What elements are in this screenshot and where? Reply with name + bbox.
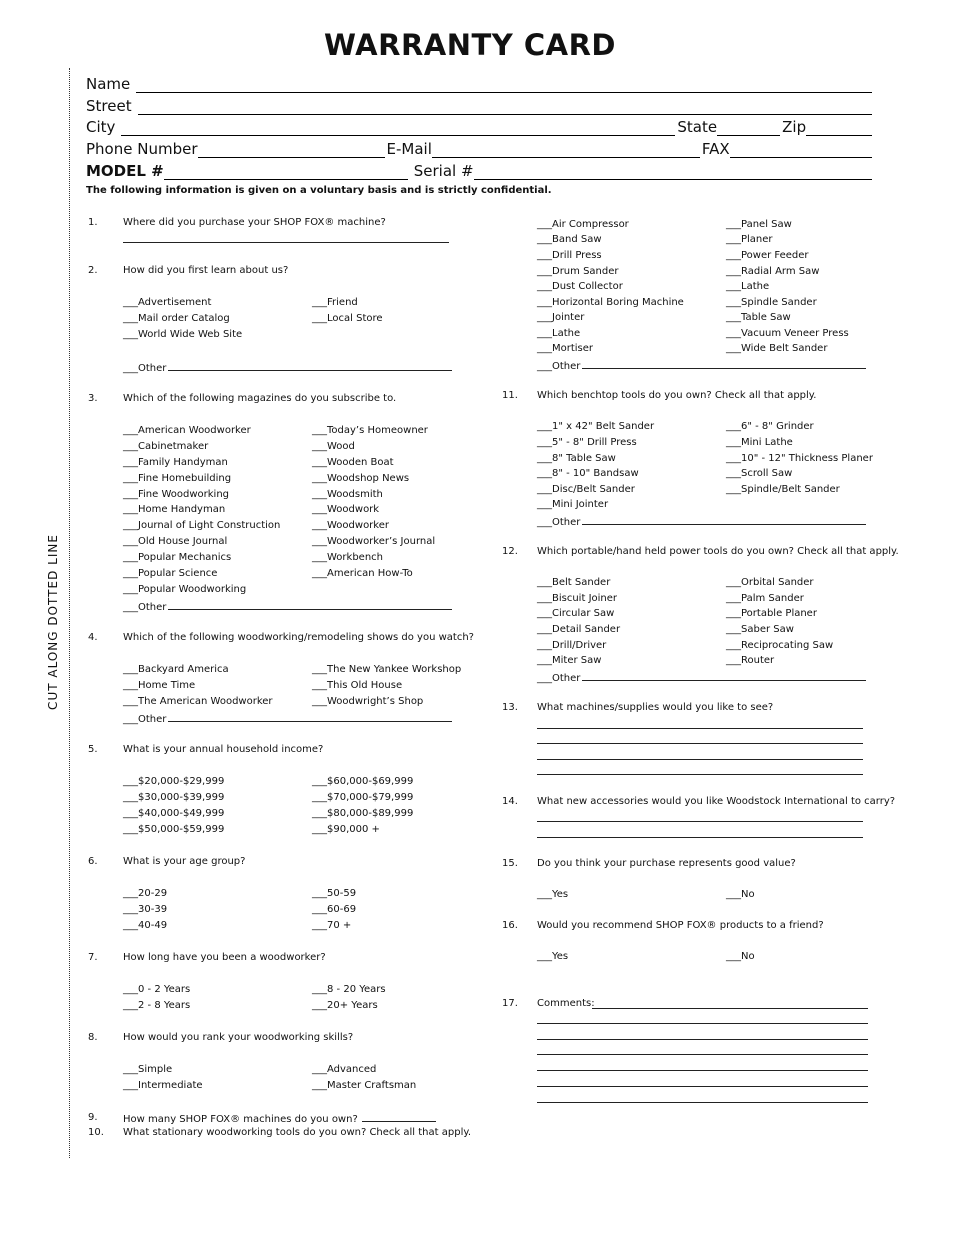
q5-option[interactable]: ___ $20,000-$29,999	[123, 776, 224, 787]
q11-option[interactable]: ___ 1" x 42" Belt Sander	[537, 421, 654, 432]
q12-option[interactable]: ___ Biscuit Joiner	[537, 593, 617, 604]
q2-option[interactable]: ___ Advertisement	[123, 297, 211, 308]
street-label: Street	[86, 97, 132, 115]
phone-label: Phone Number	[86, 140, 198, 158]
q3-other-line[interactable]	[168, 600, 452, 610]
q17-number: 17.	[502, 998, 518, 1009]
q13-text: What machines/supplies would you like to see?	[537, 702, 774, 713]
q2-option[interactable]: ___ Friend	[312, 297, 358, 308]
q12-other-label: Other	[552, 673, 581, 684]
q8-text: How would you rank your woodworking skills?	[123, 1032, 354, 1043]
q16-yes-option[interactable]: ___ Yes	[537, 951, 568, 962]
q3-option[interactable]: ___ Cabinetmaker	[123, 441, 208, 452]
q10-option[interactable]: ___ Drill Press	[537, 250, 602, 261]
q13-answer-line[interactable]	[537, 743, 863, 744]
q6-option[interactable]: ___ 30-39	[123, 904, 167, 915]
q10-option[interactable]: ___ Dust Collector	[537, 281, 623, 292]
q17-text: Comments:	[537, 998, 595, 1009]
q10-option[interactable]: ___ Lathe	[537, 328, 580, 339]
q15-number: 15.	[502, 858, 518, 869]
q17-answer-line[interactable]	[537, 1023, 868, 1024]
q3-option[interactable]: ___ Woodworker’s Journal	[312, 536, 435, 547]
serial-label: Serial #	[413, 162, 474, 180]
q3-option[interactable]: ___ Workbench	[312, 552, 383, 563]
q12-other-line[interactable]	[582, 671, 866, 681]
q4-other-line[interactable]	[168, 712, 452, 722]
q17-answer-line[interactable]	[537, 1102, 868, 1103]
q12-option[interactable]: ___ Belt Sander	[537, 577, 610, 588]
q4-option[interactable]: ___ The New Yankee Workshop	[312, 664, 461, 675]
q10-other[interactable]	[537, 359, 866, 372]
city-label: City	[86, 118, 116, 136]
email-input[interactable]	[432, 142, 700, 158]
q3-option[interactable]: ___ Today’s Homeowner	[312, 425, 428, 436]
q3-option[interactable]: ___ Woodsmith	[312, 489, 383, 500]
q11-option[interactable]: ___ 8" Table Saw	[537, 453, 616, 464]
q12-option[interactable]: ___ Router	[726, 655, 774, 666]
q4-other-label: Other	[138, 714, 167, 725]
q3-option[interactable]: ___ Fine Woodworking	[123, 489, 229, 500]
q9-answer-line[interactable]	[362, 1112, 436, 1122]
q12-other[interactable]	[537, 671, 866, 684]
q2-option[interactable]: ___ Local Store	[312, 313, 383, 324]
q13-answer-line[interactable]	[537, 728, 863, 729]
q15-yes-option[interactable]: ___ Yes	[537, 889, 568, 900]
q2-other-line[interactable]	[168, 361, 452, 371]
q12-option[interactable]: ___ Orbital Sander	[726, 577, 814, 588]
q3-option[interactable]: ___ American How-To	[312, 568, 413, 579]
page-title: WARRANTY CARD	[323, 28, 616, 62]
q13-answer-line[interactable]	[537, 759, 863, 760]
q2-number: 2.	[88, 265, 98, 276]
q11-other-line[interactable]	[582, 515, 866, 525]
q4-text: Which of the following woodworking/remodeling shows do you watch?	[123, 632, 474, 643]
q7-option[interactable]: ___ 0 - 2 Years	[123, 984, 190, 995]
name-label: Name	[86, 75, 131, 93]
fax-input[interactable]	[730, 142, 872, 158]
q16-no-option[interactable]: ___ No	[726, 951, 755, 962]
q10-option[interactable]: ___ Vacuum Veneer Press	[726, 328, 849, 339]
q4-number: 4.	[88, 632, 98, 643]
q4-option[interactable]: ___ Home Time	[123, 680, 195, 691]
q9-number: 9.	[88, 1112, 98, 1123]
cut-dotted-line	[69, 68, 70, 1158]
q5-option[interactable]: ___ $50,000-$59,999	[123, 824, 224, 835]
q12-number: 12.	[502, 546, 518, 557]
q10-option[interactable]: ___ Panel Saw	[726, 219, 792, 230]
q1-number: 1.	[88, 217, 98, 228]
q3-option[interactable]: ___ Family Handyman	[123, 457, 228, 468]
q11-option[interactable]: ___ Spindle/Belt Sander	[726, 484, 840, 495]
q12-option[interactable]: ___ Portable Planer	[726, 608, 817, 619]
q3-option[interactable]: ___ Fine Homebuilding	[123, 473, 231, 484]
q6-option[interactable]: ___ 60-69	[312, 904, 356, 915]
street-input[interactable]	[138, 99, 872, 115]
q12-option[interactable]: ___ Miter Saw	[537, 655, 601, 666]
cut-instruction: CUT ALONG DOTTED LINE	[46, 534, 60, 710]
email-label: E-Mail	[386, 140, 432, 158]
q11-option[interactable]: ___ Disc/Belt Sander	[537, 484, 635, 495]
q14-answer-line[interactable]	[537, 837, 863, 838]
q3-option[interactable]: ___ American Woodworker	[123, 425, 251, 436]
q11-other-label: Other	[552, 517, 581, 528]
q2-other[interactable]	[123, 361, 452, 374]
q1-answer-line[interactable]	[123, 242, 449, 243]
q5-option[interactable]: ___ $90,000 +	[312, 824, 380, 835]
q3-other-label: Other	[138, 602, 167, 613]
q10-option[interactable]: ___ Planer	[726, 234, 773, 245]
q8-option[interactable]: ___ Intermediate	[123, 1080, 203, 1091]
name-field-row	[86, 71, 872, 93]
q3-option[interactable]: ___ Wooden Boat	[312, 457, 394, 468]
q3-option[interactable]: ___ Wood	[312, 441, 355, 452]
q3-option[interactable]: ___ Popular Science	[123, 568, 217, 579]
q3-option[interactable]: ___ Popular Mechanics	[123, 552, 231, 563]
q11-option[interactable]: ___ 5" - 8" Drill Press	[537, 437, 637, 448]
q8-option[interactable]: ___ Advanced	[312, 1064, 376, 1075]
q7-text: How long have you been a woodworker?	[123, 952, 326, 963]
fax-label: FAX	[701, 140, 730, 158]
q12-option[interactable]: ___ Circular Saw	[537, 608, 614, 619]
q12-option[interactable]: ___ Detail Sander	[537, 624, 620, 635]
q13-answer-line[interactable]	[537, 774, 863, 775]
q12-option[interactable]: ___ Palm Sander	[726, 593, 804, 604]
q10-option[interactable]: ___ Table Saw	[726, 312, 791, 323]
q10-option[interactable]: ___ Air Compressor	[537, 219, 629, 230]
q2-option[interactable]: ___ World Wide Web Site	[123, 329, 242, 340]
serial-input[interactable]	[474, 164, 872, 180]
zip-input[interactable]	[806, 120, 872, 136]
q9-label: How many SHOP FOX® machines do you own?	[123, 1114, 358, 1125]
q10-text: What stationary woodworking tools do you own? Check all that apply.	[123, 1127, 472, 1138]
q5-option[interactable]: ___ $70,000-$79,999	[312, 792, 413, 803]
city-input[interactable]	[121, 120, 675, 136]
q10-option[interactable]: ___ Drum Sander	[537, 266, 619, 277]
q8-option[interactable]: ___ Simple	[123, 1064, 172, 1075]
q12-option[interactable]: ___ Reciprocating Saw	[726, 640, 833, 651]
q17-answer-line[interactable]	[537, 1054, 868, 1055]
q6-option[interactable]: ___ 40-49	[123, 920, 167, 931]
q11-number: 11.	[502, 390, 518, 401]
q11-other[interactable]	[537, 515, 866, 528]
q10-option[interactable]: ___ Power Feeder	[726, 250, 809, 261]
model-input[interactable]	[164, 164, 408, 180]
q15-no-option[interactable]: ___ No	[726, 889, 755, 900]
q10-option[interactable]: ___ Band Saw	[537, 234, 602, 245]
q16-text: Would you recommend SHOP FOX® products to a friend?	[537, 920, 824, 931]
q14-answer-line[interactable]	[537, 821, 863, 822]
q5-option[interactable]: ___ $80,000-$89,999	[312, 808, 413, 819]
contact-field-row	[86, 136, 872, 158]
q8-option[interactable]: ___ Master Craftsman	[312, 1080, 416, 1091]
model-field-row	[86, 158, 872, 180]
q3-option[interactable]: ___ Old House Journal	[123, 536, 227, 547]
q17-answer-line[interactable]	[537, 1070, 868, 1071]
phone-input[interactable]	[198, 142, 385, 158]
q12-option[interactable]: ___ Saber Saw	[726, 624, 794, 635]
q10-number: 10.	[88, 1127, 104, 1138]
street-field-row	[86, 93, 872, 115]
q7-option[interactable]: ___ 20+ Years	[312, 1000, 378, 1011]
q16-number: 16.	[502, 920, 518, 931]
q3-option[interactable]: ___ Woodworker	[312, 520, 389, 531]
q3-option[interactable]: ___ Woodshop News	[312, 473, 409, 484]
q5-option[interactable]: ___ $30,000-$39,999	[123, 792, 224, 803]
q3-number: 3.	[88, 393, 98, 404]
q11-option[interactable]: ___ 6" - 8" Grinder	[726, 421, 814, 432]
state-label: State	[677, 118, 718, 136]
zip-label: Zip	[782, 118, 807, 136]
q11-option[interactable]: ___ 8" - 10" Bandsaw	[537, 468, 639, 479]
q7-option[interactable]: ___ 8 - 20 Years	[312, 984, 386, 995]
q12-option[interactable]: ___ Drill/Driver	[537, 640, 606, 651]
q3-option[interactable]: ___ Popular Woodworking	[123, 584, 246, 595]
q6-option[interactable]: ___ 70 +	[312, 920, 351, 931]
q10-option[interactable]: ___ Horizontal Boring Machine	[537, 297, 684, 308]
q11-option[interactable]: ___ Mini Jointer	[537, 499, 608, 510]
q6-number: 6.	[88, 856, 98, 867]
q10-option[interactable]: ___ Jointer	[537, 312, 584, 323]
q3-text: Which of the following magazines do you subscribe to.	[123, 393, 397, 404]
q10-other-label: Other	[552, 361, 581, 372]
q7-option[interactable]: ___ 2 - 8 Years	[123, 1000, 190, 1011]
confidentiality-note: The following information is given on a voluntary basis and is strictly confidential.	[86, 185, 552, 196]
q13-number: 13.	[502, 702, 518, 713]
q9-text	[123, 1112, 436, 1125]
q7-number: 7.	[88, 952, 98, 963]
q5-text: What is your annual household income?	[123, 744, 324, 755]
q10-other-line[interactable]	[582, 359, 866, 369]
q14-text: What new accessories would you like Woodstock International to carry?	[537, 796, 896, 807]
model-label: MODEL #	[86, 162, 164, 180]
city-field-row	[86, 114, 872, 136]
q3-other[interactable]	[123, 600, 452, 613]
q8-number: 8.	[88, 1032, 98, 1043]
q6-option[interactable]: ___ 50-59	[312, 888, 356, 899]
name-input[interactable]	[136, 77, 872, 93]
q17-answer-line[interactable]	[592, 1008, 868, 1009]
q11-option[interactable]: ___ Scroll Saw	[726, 468, 792, 479]
q10-option[interactable]: ___ Lathe	[726, 281, 769, 292]
q5-option[interactable]: ___ $60,000-$69,999	[312, 776, 413, 787]
q5-option[interactable]: ___ $40,000-$49,999	[123, 808, 224, 819]
q3-option[interactable]: ___ Journal of Light Construction	[123, 520, 280, 531]
q2-option[interactable]: ___ Mail order Catalog	[123, 313, 230, 324]
q10-option[interactable]: ___ Mortiser	[537, 343, 593, 354]
q6-option[interactable]: ___ 20-29	[123, 888, 167, 899]
q4-option[interactable]: ___ The American Woodworker	[123, 696, 273, 707]
q10-option[interactable]: ___ Spindle Sander	[726, 297, 817, 308]
q11-option[interactable]: ___ Mini Lathe	[726, 437, 793, 448]
q10-option[interactable]: ___ Radial Arm Saw	[726, 266, 819, 277]
q6-text: What is your age group?	[123, 856, 246, 867]
q2-text: How did you first learn about us?	[123, 265, 289, 276]
q5-number: 5.	[88, 744, 98, 755]
state-input[interactable]	[717, 120, 780, 136]
q12-text: Which portable/hand held power tools do you own? Check all that apply.	[537, 546, 899, 557]
q1-text: Where did you purchase your SHOP FOX® machine?	[123, 217, 386, 228]
q2-other-label: Other	[138, 363, 167, 374]
q14-number: 14.	[502, 796, 518, 807]
q4-option[interactable]: ___ This Old House	[312, 680, 402, 691]
q4-option[interactable]: ___ Woodwright’s Shop	[312, 696, 423, 707]
q4-other[interactable]	[123, 712, 452, 725]
q15-text: Do you think your purchase represents good value?	[537, 858, 796, 869]
q4-option[interactable]: ___ Backyard America	[123, 664, 229, 675]
q11-text: Which benchtop tools do you own? Check all that apply.	[537, 390, 817, 401]
q3-option[interactable]: ___ Home Handyman	[123, 504, 225, 515]
q17-answer-line[interactable]	[537, 1086, 868, 1087]
q10-option[interactable]: ___ Wide Belt Sander	[726, 343, 827, 354]
q17-answer-line[interactable]	[537, 1039, 868, 1040]
q3-option[interactable]: ___ Woodwork	[312, 504, 379, 515]
q11-option[interactable]: ___ 10" - 12" Thickness Planer	[726, 453, 873, 464]
